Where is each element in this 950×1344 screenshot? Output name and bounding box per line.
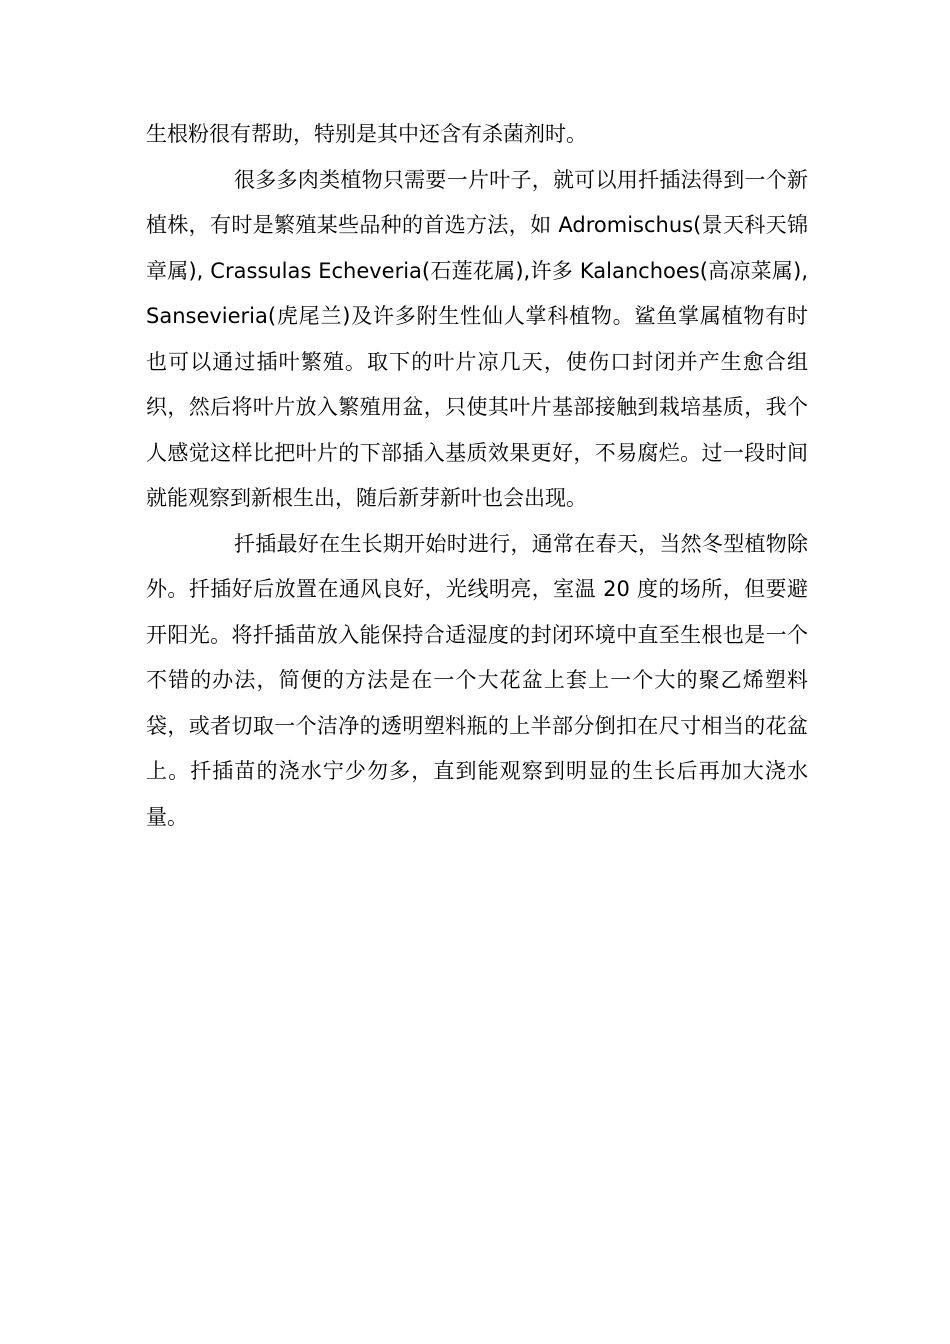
- paragraph-cutting-timing: 扦插最好在生长期开始时进行，通常在春天，当然冬型植物除外。扦插好后放置在通风良好，光线明亮，室温 20 度的场所，但要避开阳光。将扦插苗放入能保持合适湿度的封闭环境中直至生根也是一个不错的办法，简便的方法是在一个大花盆上套上一个大的聚乙烯塑料袋，或者切取一个洁净的透明塑料瓶的上半部分倒扣在尺寸相当的花盆上。扦插苗的浇水宁少勿多，直到能观察到明显的生长后再加大浇水量。: [146, 531, 808, 829]
- paragraph-leaf-cuttings: 很多多肉类植物只需要一片叶子，就可以用扦插法得到一个新植株，有时是繁殖某些品种的首选方法，如 Adromischus(景天科天锦章属), Crassulas Echeveria(石莲花属),许多 Kalanchoes(高凉菜属), Sansevieria(虎尾兰)及许多附生性仙人掌科植物。鲨鱼掌属植物有时也可以通过插叶繁殖。取下的叶片凉几天，使伤口封闭并产生愈合组织，然后将叶片放入繁殖用盆，只使其叶片基部接触到栽培基质，我个人感觉这样比把叶片的下部插入基质效果更好，不易腐烂。过一段时间就能观察到新根生出，随后新芽新叶也会出现。: [146, 167, 808, 510]
- paragraph-continuation: 生根粉很有帮助，特别是其中还含有杀菌剂时。: [146, 122, 587, 146]
- document-body: [146, 112, 808, 840]
